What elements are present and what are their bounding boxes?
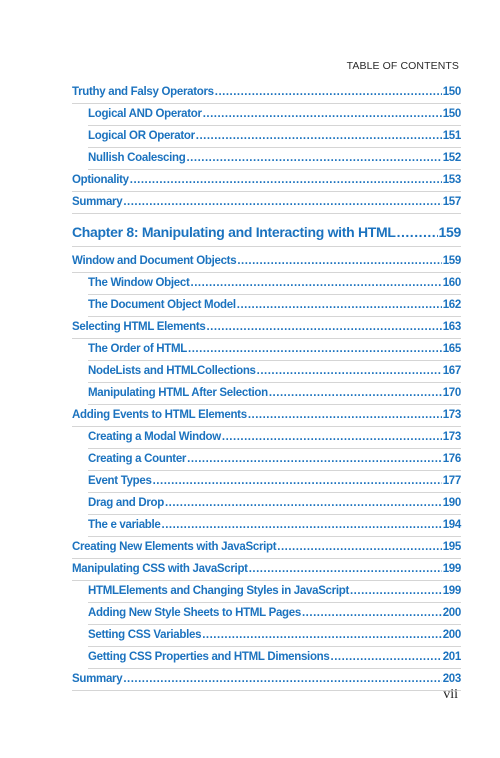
toc-entry-page: 160 xyxy=(442,277,461,289)
toc-entry[interactable] xyxy=(88,583,461,603)
toc-entry-page: 159 xyxy=(438,224,461,240)
toc-entry-title: Creating a Counter xyxy=(88,453,187,465)
toc-entry[interactable] xyxy=(88,275,461,295)
toc-chapter-heading[interactable] xyxy=(72,223,461,247)
toc-entry-title: Summary xyxy=(72,673,123,685)
toc-entry-page: 194 xyxy=(442,519,461,531)
toc-entry[interactable] xyxy=(88,341,461,361)
toc-entry-page: 173 xyxy=(442,409,461,421)
dot-leader xyxy=(123,195,441,210)
dot-leader xyxy=(187,452,442,467)
toc-entry-page: 167 xyxy=(442,365,461,377)
toc-entry-title: Logical OR Operator xyxy=(88,130,195,142)
toc-entry-page: 176 xyxy=(442,453,461,465)
toc-entry-page: 203 xyxy=(442,673,461,685)
toc-entry-page: 173 xyxy=(442,431,461,443)
dot-leader xyxy=(249,562,442,577)
toc-entry-title: Chapter 8: Manipulating and Interacting with HTML xyxy=(72,224,396,240)
dot-leader xyxy=(153,474,442,489)
toc-entry-page: 152 xyxy=(442,152,461,164)
toc-entry[interactable] xyxy=(88,517,461,537)
dot-leader xyxy=(331,650,442,665)
toc-entry-title: Nullish Coalescing xyxy=(88,152,186,164)
toc-entry[interactable] xyxy=(72,253,461,273)
toc-entry[interactable] xyxy=(72,84,461,104)
toc-entry-page: 151 xyxy=(442,130,461,142)
page-number: vii xyxy=(443,687,458,702)
toc-entry-page: 199 xyxy=(442,563,461,575)
dot-leader xyxy=(162,518,442,533)
toc-entry[interactable] xyxy=(88,128,461,148)
toc-entry-title: Window and Document Objects xyxy=(72,255,237,267)
dot-leader xyxy=(222,430,442,445)
toc-entry[interactable] xyxy=(88,150,461,170)
dot-leader xyxy=(237,298,442,313)
toc-entry[interactable] xyxy=(88,495,461,515)
toc-entry-page: 177 xyxy=(442,475,461,487)
toc-entry[interactable] xyxy=(72,561,461,581)
dot-leader xyxy=(302,606,442,621)
toc-entry-page: 170 xyxy=(442,387,461,399)
dot-leader xyxy=(237,254,441,269)
toc-entry[interactable] xyxy=(88,473,461,493)
toc-entry-title: Adding Events to HTML Elements xyxy=(72,409,247,421)
toc-entry[interactable] xyxy=(88,451,461,471)
running-head: TABLE OF CONTENTS xyxy=(346,60,459,72)
toc-entry[interactable] xyxy=(72,194,461,214)
toc-entry-title: The e variable xyxy=(88,519,161,531)
toc-entry-page: 150 xyxy=(442,108,461,120)
toc-entry[interactable] xyxy=(72,671,461,691)
toc-entry-title: Summary xyxy=(72,196,123,208)
toc-entry-title: NodeLists and HTMLCollections xyxy=(88,365,256,377)
toc-entry-title: Truthy and Falsy Operators xyxy=(72,86,214,98)
toc-entry-title: The Document Object Model xyxy=(88,299,236,311)
toc-entry[interactable] xyxy=(88,605,461,625)
toc-entry[interactable] xyxy=(88,385,461,405)
table-of-contents xyxy=(72,84,461,693)
toc-entry-title: Creating New Elements with JavaScript xyxy=(72,541,277,553)
dot-leader xyxy=(191,276,442,291)
toc-entry-page: 199 xyxy=(442,585,461,597)
dot-leader xyxy=(277,540,441,555)
toc-entry-title: The Window Object xyxy=(88,277,190,289)
toc-entry-page: 200 xyxy=(442,607,461,619)
toc-entry-title: Creating a Modal Window xyxy=(88,431,221,443)
toc-entry-page: 201 xyxy=(442,651,461,663)
dot-leader xyxy=(123,672,441,687)
toc-entry-page: 190 xyxy=(442,497,461,509)
toc-entry[interactable] xyxy=(88,627,461,647)
dot-leader xyxy=(206,320,441,335)
toc-entry[interactable] xyxy=(88,106,461,126)
dot-leader xyxy=(257,364,442,379)
dot-leader xyxy=(248,408,442,423)
toc-entry[interactable] xyxy=(88,649,461,669)
toc-entry[interactable] xyxy=(88,429,461,449)
toc-entry[interactable] xyxy=(72,539,461,559)
toc-entry[interactable] xyxy=(72,172,461,192)
dot-leader xyxy=(196,129,442,144)
dot-leader xyxy=(130,173,442,188)
toc-entry-title: Event Types xyxy=(88,475,152,487)
toc-entry[interactable] xyxy=(72,407,461,427)
toc-entry-page: 159 xyxy=(442,255,461,267)
toc-entry-page: 153 xyxy=(442,174,461,186)
dot-leader xyxy=(165,496,442,511)
toc-entry-page: 163 xyxy=(442,321,461,333)
dot-leader xyxy=(188,342,442,357)
toc-entry-page: 150 xyxy=(442,86,461,98)
toc-entry-page: 165 xyxy=(442,343,461,355)
toc-entry[interactable] xyxy=(88,297,461,317)
toc-entry-title: Manipulating HTML After Selection xyxy=(88,387,268,399)
dot-leader xyxy=(202,628,441,643)
toc-entry-title: Manipulating CSS with JavaScript xyxy=(72,563,248,575)
dot-leader xyxy=(186,151,441,166)
dot-leader xyxy=(350,584,442,599)
dot-leader xyxy=(269,386,442,401)
toc-entry-page: 157 xyxy=(442,196,461,208)
toc-entry-title: Adding New Style Sheets to HTML Pages xyxy=(88,607,301,619)
toc-entry-title: Logical AND Operator xyxy=(88,108,202,120)
dot-leader xyxy=(215,85,442,100)
dot-leader xyxy=(203,107,442,122)
toc-entry-title: Setting CSS Variables xyxy=(88,629,202,641)
toc-entry-page: 162 xyxy=(442,299,461,311)
toc-entry-title: Selecting HTML Elements xyxy=(72,321,206,333)
toc-entry[interactable] xyxy=(72,319,461,339)
toc-entry-title: The Order of HTML xyxy=(88,343,188,355)
toc-entry-title: Getting CSS Properties and HTML Dimensions xyxy=(88,651,330,663)
toc-entry[interactable] xyxy=(88,363,461,383)
toc-entry-title: Optionality xyxy=(72,174,129,186)
toc-entry-title: HTMLElements and Changing Styles in JavaScript xyxy=(88,585,349,597)
dot-leader xyxy=(397,224,438,241)
toc-entry-page: 200 xyxy=(442,629,461,641)
toc-entry-title: Drag and Drop xyxy=(88,497,164,509)
toc-entry-page: 195 xyxy=(442,541,461,553)
